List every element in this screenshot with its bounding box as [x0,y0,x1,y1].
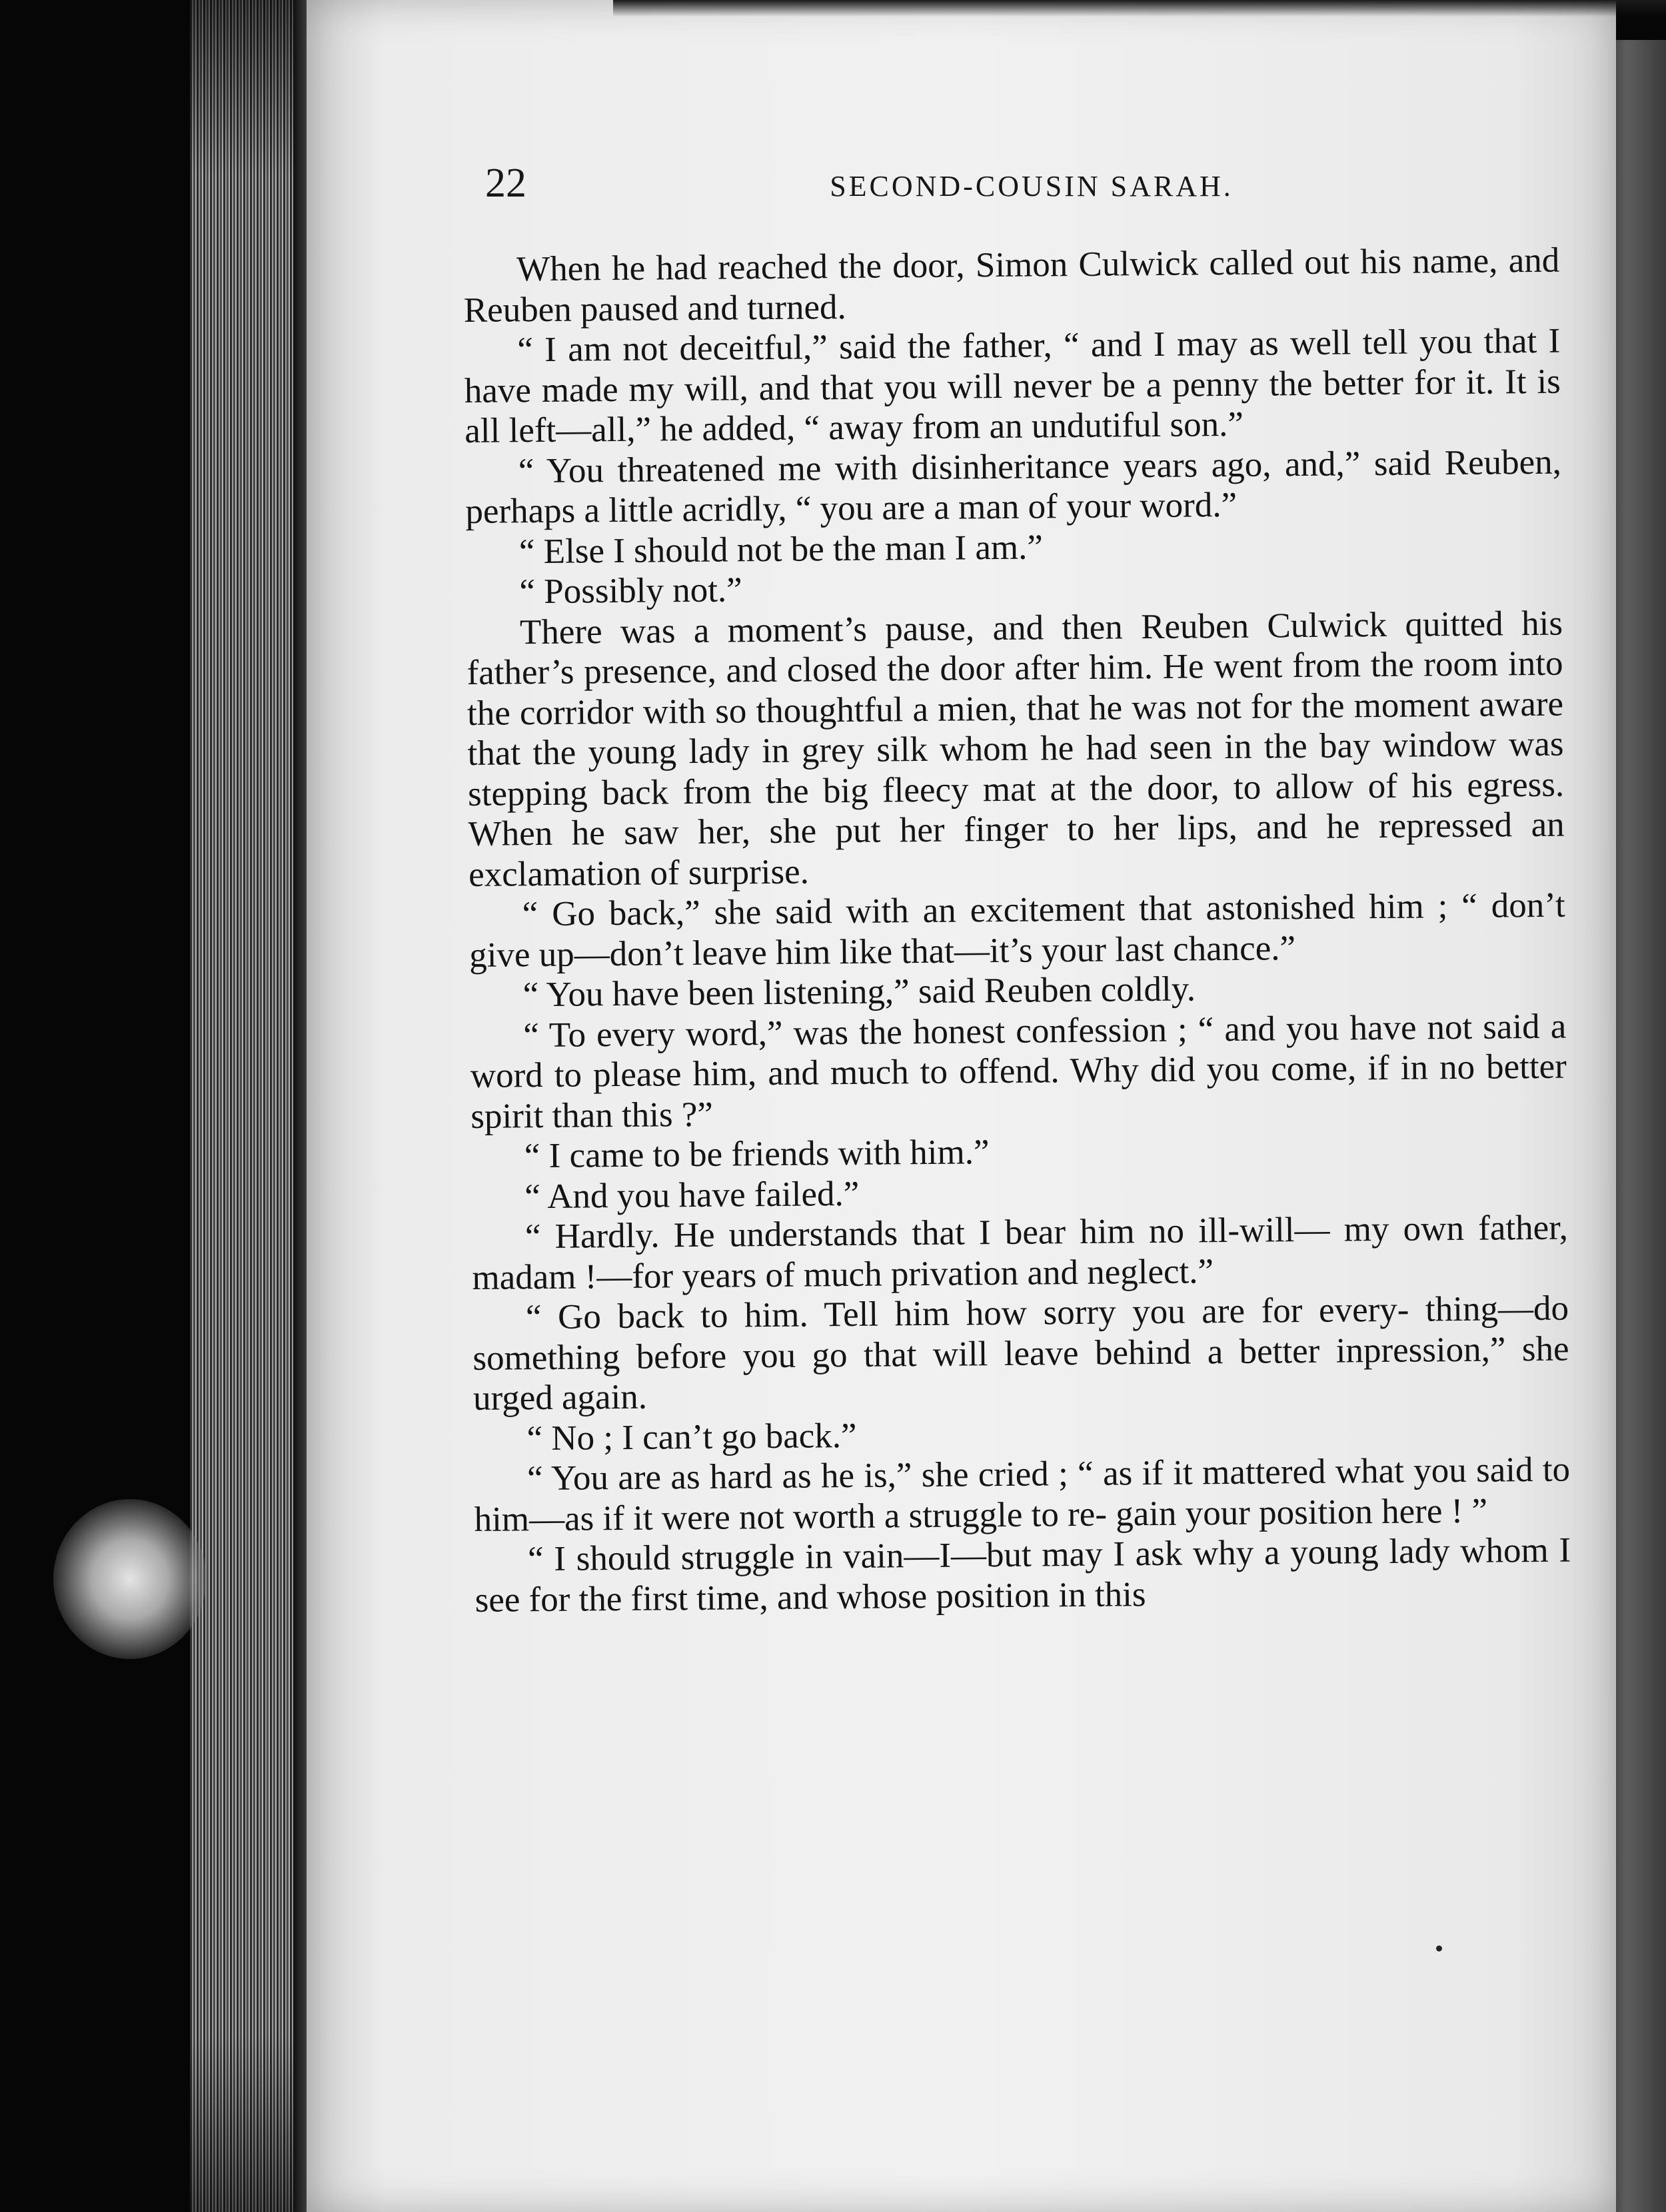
page-edges [190,0,307,2212]
paragraph: “ You have been listening,” said Reuben coldly. [522,969,1196,1015]
paragraph: “ And you have failed.” [524,1174,860,1216]
paragraph: “ Go back,” she said with an excitement that astonished him ; “ don’t give up—don’t leave him like that—it’s your last chance.” [468,885,1565,975]
paragraph: “ Possibly not.” [519,570,742,612]
running-head: SECOND-COUSIN SARAH. [830,170,1234,203]
paragraph: “ Hardly. He understands that I bear him no ill-will— my own father, madam !—for years of much privation and neglect.” [472,1208,1569,1297]
book-page [307,0,1616,2212]
paragraph: “ You are as hard as he is,” she cried ; “ as if it mattered what you said to him—as if it were not worth a struggle to re- gain your position here ! ” [474,1450,1571,1539]
page-text [463,241,1571,1620]
paragraph: When he had reached the door, Simon Culwick called out his name, and Reuben paused and turned. [463,241,1560,330]
paragraph: “ Go back to him. Tell him how sorry you are for every- thing—do something before you go that will leave behind a better inpression,” she urged again. [472,1289,1569,1418]
paper-stain [53,1499,207,1659]
page-header [485,157,1585,217]
paragraph: “ You threatened me with disinheritance years ago, and,” said Reuben, perhaps a little acridly, “ you are a man of your word.” [465,442,1562,531]
paragraph: “ To every word,” was the honest confession ; “ and you have not said a word to please him, and much to offend. Why did you come, if in no better spirit than this ?” [470,1007,1567,1136]
paragraph: “ I came to be friends with him.” [524,1133,990,1176]
paragraph: “ I should struggle in vain—I—but may I ask why a young lady whom I see for the first time, and whose position in this [474,1530,1571,1620]
paragraph: “ I am not deceitful,” said the father, “ and I may as well tell you that I have made my will, and that you will never be a penny the better for it. It is all left—all,” he added, “ away from an undutiful son.” [464,321,1561,450]
page-number: 22 [485,161,526,206]
paragraph: “ Else I should not be the man I am.” [518,527,1044,571]
top-shadow [613,0,1666,17]
paragraph: “ No ; I can’t go back.” [526,1416,857,1458]
paragraph: There was a moment’s pause, and then Reuben Culwick quitted his father’s presence, and closed the door after him. He went from the room into the corridor with so thoughtful a mien, that he was not for the moment aware that the young lady in grey silk whom he had seen in the bay window was stepping back from the big fleecy mat at the door, to allow of his egress. When he saw her, she put her finger to her lips, and he repressed an exclamation of surprise. [466,604,1565,894]
ink-speck [1436,1945,1442,1951]
